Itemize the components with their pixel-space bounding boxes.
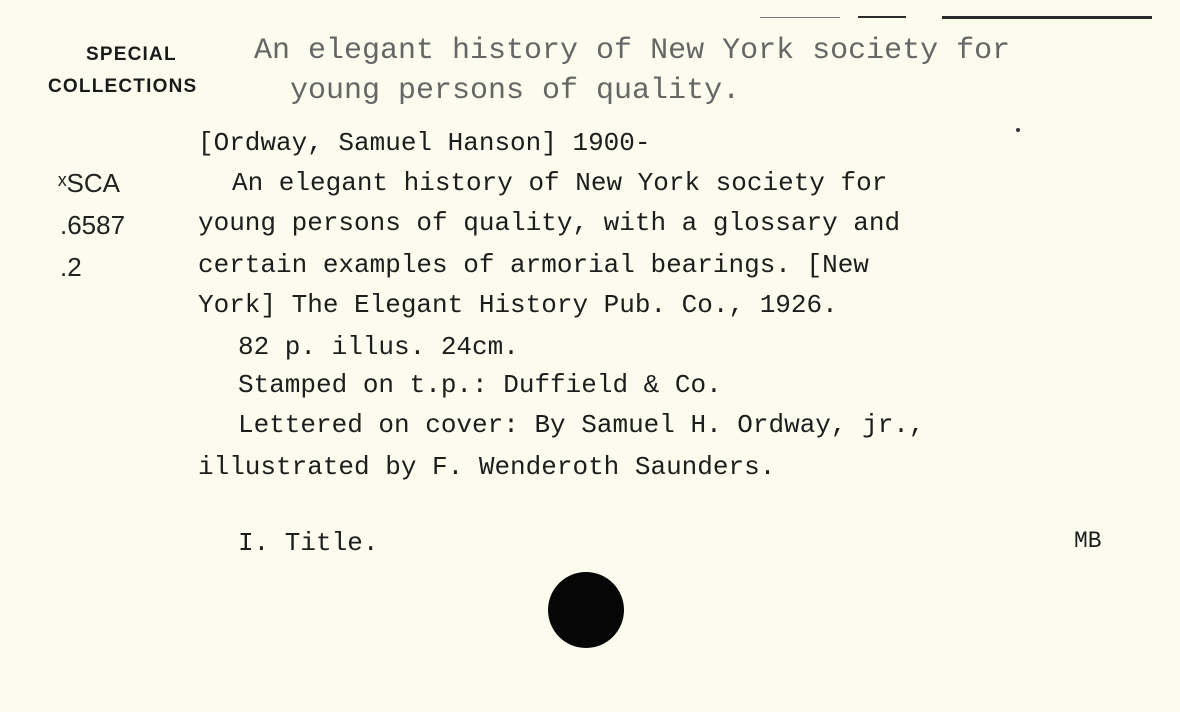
call-number-line1: ˣSCA [58,168,120,198]
ink-speck [1016,128,1020,132]
title-heading-line2: young persons of quality. [290,74,741,108]
author-line: [Ordway, Samuel Hanson] 1900- [198,128,651,158]
call-number-line2: .6587 [60,210,126,240]
call-number-line3: .2 [60,252,82,282]
top-edge-mark [858,16,906,18]
special-collections-stamp-line1: SPECIAL [86,44,177,65]
card-punch-hole [548,572,624,648]
top-edge-mark [942,16,1152,19]
body-line: York] The Elegant History Pub. Co., 1926. [198,290,838,320]
body-line: An elegant history of New York society for [232,168,888,198]
collation-line: 82 p. illus. 24cm. [238,332,519,362]
library-code: MB [1074,528,1102,554]
body-line: young persons of quality, with a glossary and [198,208,901,238]
top-edge-mark [760,17,840,18]
special-collections-stamp-line2: COLLECTIONS [48,76,198,97]
note-lettered-line1: Lettered on cover: By Samuel H. Ordway, jr., [238,410,925,440]
title-heading-line1: An elegant history of New York society for [254,34,1011,68]
note-lettered-line2: illustrated by F. Wenderoth Saunders. [198,452,776,482]
tracing-title: I. Title. [238,528,379,558]
body-line: certain examples of armorial bearings. [New [198,250,869,280]
note-stamped: Stamped on t.p.: Duffield & Co. [238,370,722,400]
